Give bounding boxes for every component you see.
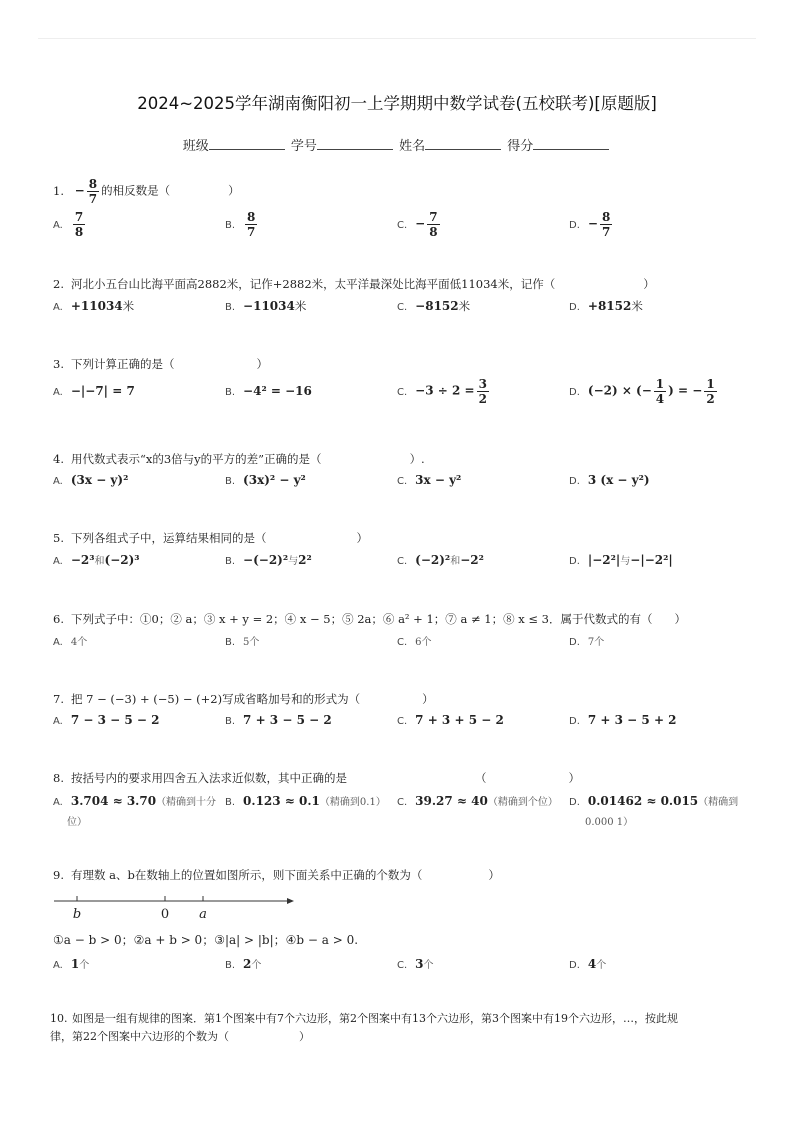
field-class[interactable]: 班级 [183, 135, 287, 154]
option-a[interactable]: A. (3x − y)² [53, 473, 129, 487]
question-stem: 10. 如图是一组有规律的图案．第1个图案中有7个六边形，第2个图案中有13个六边形，第3个图案中有19个六边形，…，按此规 律，第22个图案中六边形的个数为（ ） [50, 1012, 678, 1043]
question-stem: 4. 用代数式表示“x的3倍与y的平方的差”正确的是（ ）. [53, 452, 425, 466]
options [53, 552, 754, 574]
field-score[interactable]: 得分 [507, 135, 611, 154]
page-title: 2024~2025学年湖南衡阳初一上学期期中数学试卷(五校联考)[原题版] [137, 94, 657, 113]
question-stem: 9. 有理数 a、b在数轴上的位置如图所示，则下面关系中正确的个数为（ ） [53, 868, 500, 882]
option-b[interactable]: B. (3x)² − y² [225, 473, 306, 487]
option-a[interactable]: A. 4个 [53, 637, 88, 648]
option-d[interactable]: D. 4个 [569, 957, 607, 971]
option-a[interactable]: A. 3.704 ≈ 3.70（精确到十分 位） [53, 794, 217, 828]
field-name[interactable]: 姓名 [399, 135, 503, 154]
question-3 [53, 356, 754, 414]
header-divider [38, 38, 756, 39]
question-stem: 6. 下列式子中：①0；② a；③ x + y = 2；④ x − 5；⑤ 2a；⑥ a² + 1；⑦ a ≠ 1；⑧ x ≤ 3．属于代数式的有（ ） [53, 612, 686, 626]
number-line-arrow-icon [287, 898, 294, 904]
question-10 [50, 1010, 758, 1046]
option-b[interactable]: B. 5个 [225, 637, 260, 648]
question-6 [53, 611, 754, 655]
question-8 [53, 770, 754, 828]
option-c[interactable]: C. 6个 [397, 637, 432, 648]
option-d[interactable]: D. (−2) × (− $\frac{1}{4}$ ) = − $\frac{1}{2}$ [569, 377, 715, 406]
option-d[interactable]: D. |−2²|与−|−2²| [569, 553, 673, 567]
question-conditions: ①a − b > 0；②a + b > 0；③|a| > |b|；④b − a > 0. [53, 933, 359, 947]
option-d[interactable]: D. 3 (x − y²) [569, 473, 650, 487]
question-stem: 7. 把 7 − (−3) + (−5) − (+2)写成省略加号和的形式为（ ） [53, 692, 434, 706]
option-a[interactable]: A. −2³和(−2)³ [53, 553, 140, 567]
options [53, 211, 754, 243]
option-c[interactable]: C. 3个 [397, 957, 434, 971]
option-a[interactable]: A. 1个 [53, 957, 90, 971]
option-c[interactable]: C. 7 + 3 + 5 − 2 [397, 713, 504, 727]
option-d[interactable]: D. − $\frac{8}{7}$ [569, 210, 611, 239]
label-a: a [199, 907, 207, 922]
option-c[interactable]: C. (−2)²和−2² [397, 553, 484, 567]
question-4 [53, 451, 754, 495]
question-9 [53, 867, 754, 883]
option-b[interactable]: B. 7 + 3 − 5 − 2 [225, 713, 332, 727]
question-1 [53, 178, 754, 243]
option-c[interactable]: C. −8152米 [397, 299, 471, 313]
question-stem: 3. 下列计算正确的是（ ） [53, 357, 268, 371]
question-7 [53, 691, 754, 735]
options [53, 473, 754, 495]
option-d[interactable]: D. 7 + 3 − 5 + 2 [569, 713, 677, 727]
option-b[interactable]: B. −4² = −16 [225, 384, 312, 398]
options [53, 792, 754, 828]
option-a[interactable]: A. $\frac{7}{8}$ [53, 210, 84, 239]
option-b[interactable]: B. 0.123 ≈ 0.1（精确到0.1） [225, 794, 386, 808]
options [53, 956, 754, 978]
option-c[interactable]: C. 3x − y² [397, 473, 462, 487]
options [53, 713, 754, 735]
option-a[interactable]: A. −|−7| = 7 [53, 384, 135, 398]
question-stem: 8. 按括号内的要求用四舍五入法求近似数，其中正确的是 （ ） [53, 771, 580, 785]
label-zero: 0 [160, 907, 170, 922]
options [53, 298, 754, 320]
question-stem: 1. − $\frac{8}{7}$ 的相反数是（ ） [53, 177, 240, 206]
option-a[interactable]: A. 7 − 3 − 5 − 2 [53, 713, 160, 727]
question-9-body [53, 932, 754, 978]
field-student-id[interactable]: 学号 [291, 135, 395, 154]
options [53, 633, 754, 655]
option-d[interactable]: D. +8152米 [569, 299, 643, 313]
option-d[interactable]: D. 7个 [569, 637, 605, 648]
question-5 [53, 530, 754, 574]
option-a[interactable]: A. +11034米 [53, 299, 135, 313]
option-b[interactable]: B. $\frac{8}{7}$ [225, 210, 256, 239]
label-b: b [72, 907, 82, 922]
option-b[interactable]: B. −11034米 [225, 299, 307, 313]
question-stem: 2. 河北小五台山比海平面高2882米，记作+2882米，太平洋最深处比海平面低11034米，记作（ ） [53, 277, 655, 291]
option-b[interactable]: B. −(−2)²与2² [225, 553, 312, 567]
option-b[interactable]: B. 2个 [225, 957, 262, 971]
option-d[interactable]: D. 0.01462 ≈ 0.015（精确到 0.000 1） [569, 794, 739, 828]
number-line [54, 893, 294, 925]
option-c[interactable]: C. 39.27 ≈ 40（精确到个位） [397, 794, 558, 808]
question-stem: 5. 下列各组式子中，运算结果相同的是（ ） [53, 531, 368, 545]
option-c[interactable]: C. − $\frac{7}{8}$ [397, 210, 438, 239]
student-info-fields [0, 135, 794, 154]
option-c[interactable]: C. −3 ÷ 2 = $\frac{3}{2}$ [397, 377, 487, 406]
options [53, 378, 754, 414]
question-2 [53, 276, 754, 320]
